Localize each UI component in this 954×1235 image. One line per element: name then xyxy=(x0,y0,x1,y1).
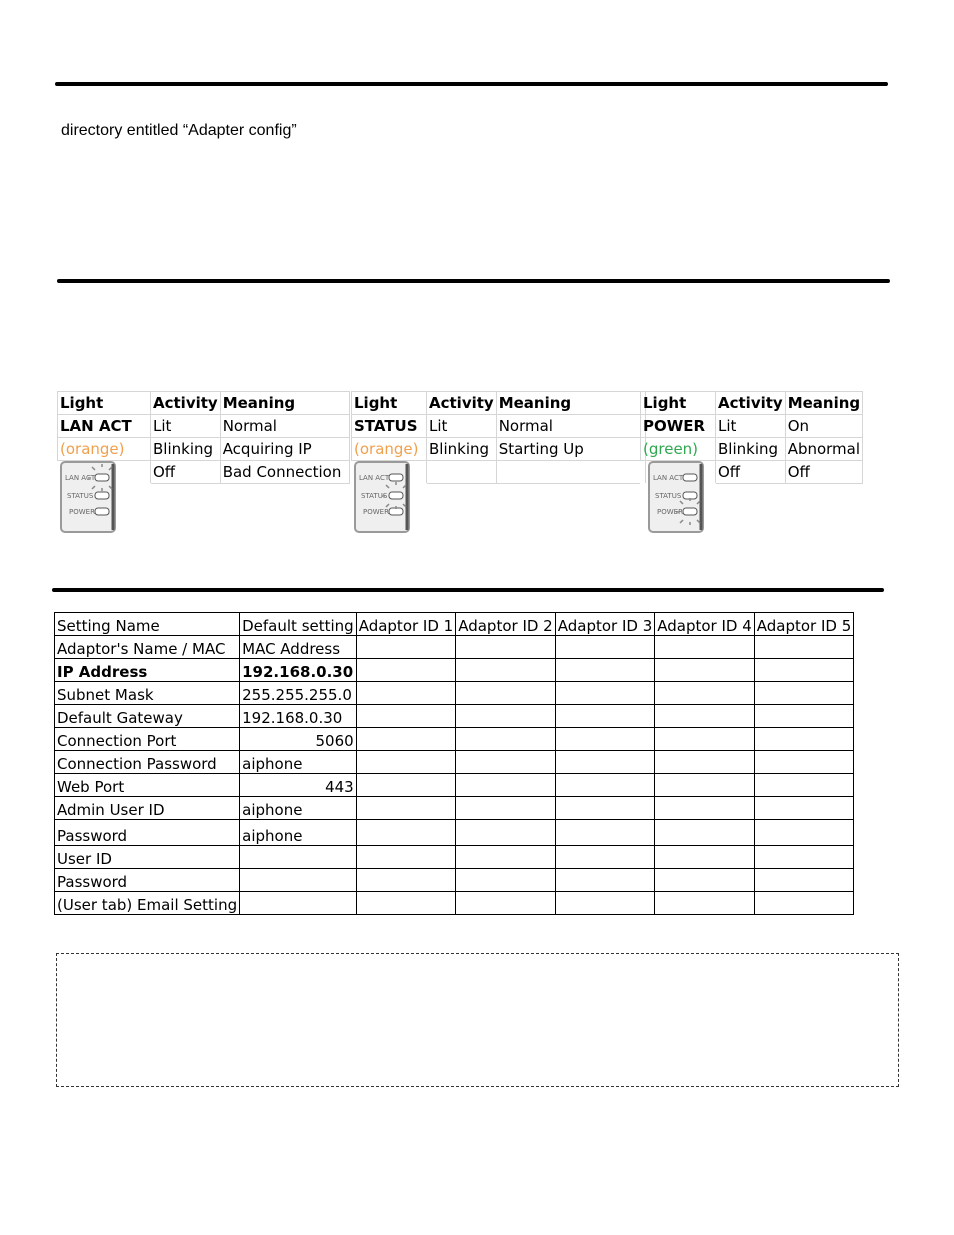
table-row xyxy=(55,751,854,774)
activity-cell: Off xyxy=(151,461,221,484)
default-value xyxy=(240,846,357,869)
adaptor-cell[interactable] xyxy=(555,636,655,659)
table-row xyxy=(55,797,854,820)
default-value: 255.255.255.0 xyxy=(240,682,357,705)
adaptor-cell[interactable] xyxy=(555,846,655,869)
led-table-status xyxy=(351,391,646,534)
adaptor-cell[interactable] xyxy=(456,751,556,774)
adaptor-cell[interactable] xyxy=(555,892,655,915)
panel-label-power: POWER xyxy=(362,508,389,516)
meaning-cell: Bad Connection xyxy=(220,461,349,484)
table-row xyxy=(55,892,854,915)
adaptor-cell[interactable] xyxy=(754,892,854,915)
adaptor-cell[interactable] xyxy=(456,797,556,820)
led-table-lan-act xyxy=(57,391,350,534)
adaptor-cell[interactable] xyxy=(555,682,655,705)
section-divider-1 xyxy=(55,82,888,86)
panel-label-lanact: LAN ACT xyxy=(652,474,683,482)
header-activity: Activity xyxy=(151,392,221,415)
adaptor-cell[interactable] xyxy=(356,682,456,705)
header-activity: Activity xyxy=(427,392,497,415)
setting-name: IP Address xyxy=(55,659,240,682)
header-adaptor-3: Adaptor ID 3 xyxy=(555,613,655,636)
panel-label-status: STATUS xyxy=(66,492,93,500)
default-value: aiphone xyxy=(240,751,357,774)
section-divider-2 xyxy=(57,279,890,283)
adaptor-cell[interactable] xyxy=(754,774,854,797)
header-adaptor-5: Adaptor ID 5 xyxy=(754,613,854,636)
adaptor-cell[interactable] xyxy=(754,682,854,705)
adaptor-cell[interactable] xyxy=(456,820,556,846)
adaptor-cell[interactable] xyxy=(555,820,655,846)
default-value: 5060 xyxy=(240,728,357,751)
adaptor-cell[interactable] xyxy=(356,751,456,774)
panel-label-status: STATUS xyxy=(654,492,681,500)
default-value xyxy=(240,892,357,915)
adaptor-cell[interactable] xyxy=(456,892,556,915)
default-value: 192.168.0.30 xyxy=(240,659,357,682)
panel-label-lanact: LAN ACT xyxy=(64,474,95,482)
section-divider-3 xyxy=(52,588,884,592)
header-setting-name: Setting Name xyxy=(55,613,240,636)
activity-cell: Blinking xyxy=(427,438,497,461)
header-light: Light xyxy=(352,392,427,415)
activity-cell: Blinking xyxy=(716,438,786,461)
adaptor-cell[interactable] xyxy=(356,728,456,751)
table-row xyxy=(55,705,854,728)
adaptor-cell[interactable] xyxy=(456,659,556,682)
adaptor-cell[interactable] xyxy=(356,869,456,892)
adaptor-cell[interactable] xyxy=(555,659,655,682)
setting-name: (User tab) Email Setting xyxy=(55,892,240,915)
panel-label-lanact: LAN ACT xyxy=(358,474,389,482)
adaptor-cell[interactable] xyxy=(655,705,755,728)
adaptor-cell[interactable] xyxy=(356,820,456,846)
adaptor-cell[interactable] xyxy=(754,659,854,682)
setting-name: User ID xyxy=(55,846,240,869)
adaptor-cell[interactable] xyxy=(555,751,655,774)
light-color: (green) xyxy=(641,438,716,461)
adaptor-cell[interactable] xyxy=(356,659,456,682)
intro-text: directory entitled “Adapter config” xyxy=(61,122,297,139)
meaning-cell: Normal xyxy=(220,415,349,438)
adaptor-cell[interactable] xyxy=(555,728,655,751)
header-adaptor-1: Adaptor ID 1 xyxy=(356,613,456,636)
adaptor-cell[interactable] xyxy=(754,846,854,869)
adaptor-cell[interactable] xyxy=(754,751,854,774)
adaptor-cell[interactable] xyxy=(356,846,456,869)
adaptor-cell[interactable] xyxy=(754,636,854,659)
meaning-cell: Normal xyxy=(496,415,645,438)
adaptor-cell[interactable] xyxy=(356,636,456,659)
table-row xyxy=(55,846,854,869)
notes-box xyxy=(56,953,899,1087)
adaptor-cell[interactable] xyxy=(555,869,655,892)
adaptor-cell[interactable] xyxy=(356,892,456,915)
table-row xyxy=(55,682,854,705)
adaptor-cell[interactable] xyxy=(655,774,755,797)
table-row xyxy=(55,636,854,659)
led-panel-power-icon xyxy=(647,460,707,534)
adaptor-cell[interactable] xyxy=(754,869,854,892)
adaptor-cell[interactable] xyxy=(555,705,655,728)
default-value xyxy=(240,869,357,892)
adaptor-cell[interactable] xyxy=(754,797,854,820)
activity-cell: Lit xyxy=(427,415,497,438)
adaptor-cell[interactable] xyxy=(655,636,755,659)
header-light: Light xyxy=(641,392,716,415)
adaptor-cell[interactable] xyxy=(655,682,755,705)
adaptor-cell[interactable] xyxy=(456,774,556,797)
adaptor-cell[interactable] xyxy=(754,820,854,846)
table-row xyxy=(55,869,854,892)
panel-label-power: POWER xyxy=(656,508,683,516)
indicator-image-cell xyxy=(352,474,646,535)
adaptor-cell[interactable] xyxy=(655,846,755,869)
default-value: MAC Address xyxy=(240,636,357,659)
adaptor-cell[interactable] xyxy=(456,705,556,728)
indicator-image-cell xyxy=(58,474,350,535)
adaptor-cell[interactable] xyxy=(356,774,456,797)
adaptor-cell[interactable] xyxy=(456,846,556,869)
led-panel-status-icon xyxy=(353,460,413,534)
setting-name: Connection Password xyxy=(55,751,240,774)
adaptor-cell[interactable] xyxy=(456,869,556,892)
header-adaptor-4: Adaptor ID 4 xyxy=(655,613,755,636)
adaptor-cell[interactable] xyxy=(655,659,755,682)
header-meaning: Meaning xyxy=(220,392,349,415)
adaptor-cell[interactable] xyxy=(655,797,755,820)
light-color: (orange) xyxy=(58,438,151,461)
table-row xyxy=(55,820,854,846)
table-row xyxy=(55,774,854,797)
adaptor-cell[interactable] xyxy=(456,636,556,659)
light-name: STATUS xyxy=(352,415,427,438)
adaptor-cell[interactable] xyxy=(754,728,854,751)
adaptor-cell[interactable] xyxy=(356,705,456,728)
panel-label-power: POWER xyxy=(68,508,95,516)
header-adaptor-2: Adaptor ID 2 xyxy=(456,613,556,636)
meaning-cell: On xyxy=(785,415,862,438)
activity-cell: Lit xyxy=(716,415,786,438)
setting-name: Password xyxy=(55,869,240,892)
adaptor-cell[interactable] xyxy=(655,892,755,915)
adaptor-cell[interactable] xyxy=(356,797,456,820)
adaptor-cell[interactable] xyxy=(456,682,556,705)
default-value: aiphone xyxy=(240,820,357,846)
setting-name: Connection Port xyxy=(55,728,240,751)
adaptor-cell[interactable] xyxy=(456,728,556,751)
adaptor-cell[interactable] xyxy=(655,751,755,774)
setting-name: Adaptor's Name / MAC xyxy=(55,636,240,659)
header-default-setting: Default setting xyxy=(240,613,357,636)
header-meaning: Meaning xyxy=(785,392,862,415)
activity-cell: Blinking xyxy=(151,438,221,461)
led-table-power xyxy=(640,391,863,534)
meaning-cell: Off xyxy=(785,461,862,484)
adaptor-cell[interactable] xyxy=(655,869,755,892)
adaptor-cell[interactable] xyxy=(555,774,655,797)
table-row xyxy=(55,659,854,682)
light-name: POWER xyxy=(641,415,716,438)
light-color: (orange) xyxy=(352,438,427,461)
activity-cell: Off xyxy=(716,461,786,484)
meaning-cell xyxy=(496,461,645,484)
default-value: 443 xyxy=(240,774,357,797)
indicator-image-cell xyxy=(641,474,863,535)
default-value: aiphone xyxy=(240,797,357,820)
table-header-row xyxy=(55,613,854,636)
panel-label-status: STATUS xyxy=(360,492,387,500)
adaptor-cell[interactable] xyxy=(754,705,854,728)
setting-name: Web Port xyxy=(55,774,240,797)
light-name: LAN ACT xyxy=(58,415,151,438)
table-row xyxy=(55,728,854,751)
led-panel-lan-act-icon xyxy=(59,460,119,534)
setting-name: Subnet Mask xyxy=(55,682,240,705)
meaning-cell: Starting Up xyxy=(496,438,645,461)
activity-cell xyxy=(427,461,497,484)
header-activity: Activity xyxy=(716,392,786,415)
adaptor-cell[interactable] xyxy=(655,820,755,846)
setting-name: Password xyxy=(55,820,240,846)
default-value: 192.168.0.30 xyxy=(240,705,357,728)
meaning-cell: Abnormal xyxy=(785,438,862,461)
meaning-cell: Acquiring IP xyxy=(220,438,349,461)
header-light: Light xyxy=(58,392,151,415)
setting-name: Default Gateway xyxy=(55,705,240,728)
activity-cell: Lit xyxy=(151,415,221,438)
header-meaning: Meaning xyxy=(496,392,645,415)
adaptor-cell[interactable] xyxy=(555,797,655,820)
adaptor-settings-table xyxy=(54,612,854,915)
setting-name: Admin User ID xyxy=(55,797,240,820)
adaptor-cell[interactable] xyxy=(655,728,755,751)
